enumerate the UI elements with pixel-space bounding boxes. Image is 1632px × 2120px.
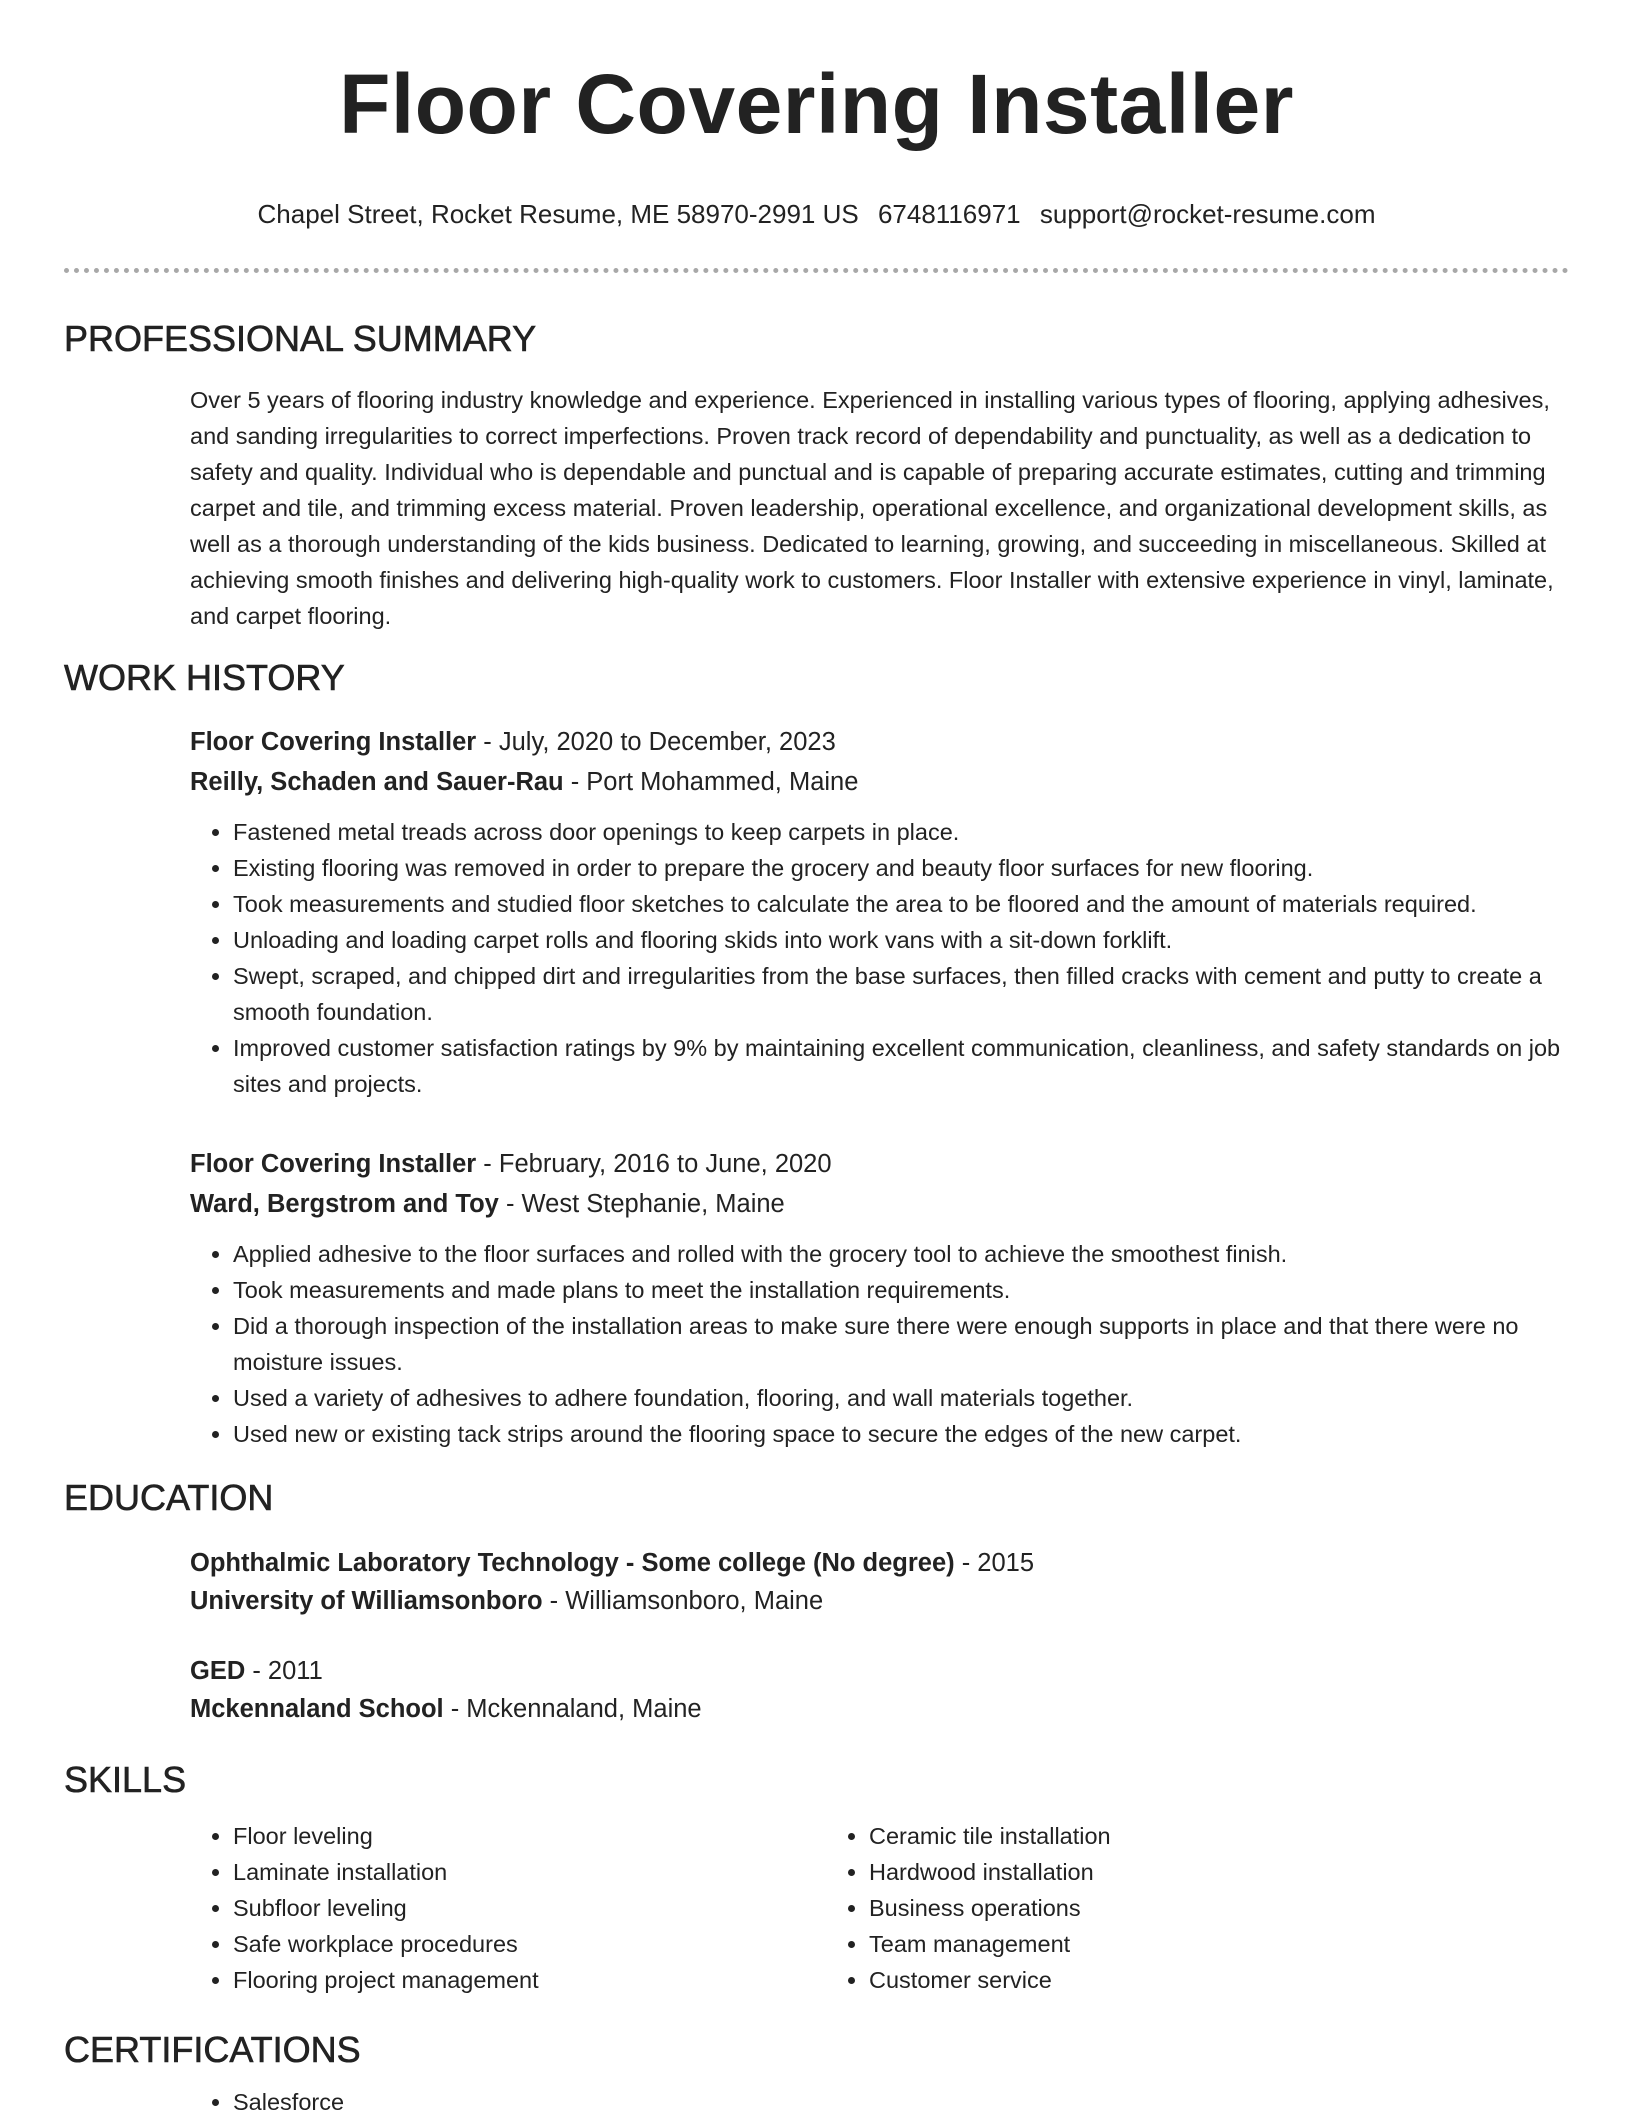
contact-phone: 6748116971 bbox=[877, 199, 1021, 229]
education-school-line bbox=[190, 1582, 1569, 1620]
list-item: • Unloading and loading carpet rolls and flooring skids into work vans with a sit-down forklift. bbox=[233, 922, 1569, 958]
job-entry bbox=[190, 1144, 1569, 1452]
list-item: • Improved customer satisfaction ratings by 9% by maintaining excellent communication, cleanliness, and safety standards on job sites and projects. bbox=[233, 1030, 1569, 1102]
list-item: • Laminate installation bbox=[233, 1854, 826, 1890]
contact-address: Chapel Street, Rocket Resume, ME 58970-2991 US bbox=[257, 199, 859, 229]
list-item: • Safe workplace procedures bbox=[233, 1926, 826, 1962]
education-school-line bbox=[190, 1690, 1569, 1728]
summary-section bbox=[190, 382, 1569, 634]
certifications-section bbox=[190, 2084, 1569, 2120]
list-item: • Applied adhesive to the floor surfaces and rolled with the grocery tool to achieve the smoothest finish. bbox=[233, 1236, 1569, 1272]
job-entry bbox=[190, 722, 1569, 1102]
certifications-list bbox=[190, 2084, 1569, 2120]
education-degree: GED bbox=[190, 1657, 246, 1685]
skills-heading: SKILLS bbox=[64, 1759, 187, 1800]
job-position: Floor Covering Installer bbox=[190, 728, 477, 756]
list-item: • Business operations bbox=[869, 1890, 1426, 1926]
resume-page bbox=[64, 0, 1569, 2120]
education-degree-line bbox=[190, 1544, 1569, 1582]
education-school: Mckennaland School bbox=[190, 1695, 444, 1723]
list-item: • Swept, scraped, and chipped dirt and irregularities from the base surfaces, then filled cracks with cement and putty to create a smooth foundation. bbox=[233, 958, 1569, 1030]
education-heading: EDUCATION bbox=[64, 1477, 274, 1518]
summary-text: Over 5 years of flooring industry knowledge and experience. Experienced in installing various types of flooring, applying adhesives, and sanding irregularities to correct imperfections. Proven track record of dependability and punctuality, as well as a dedication to safety and quality. Individual who is dependable and punctual and is capable of preparing accurate estimates, cutting and trimming carpet and tile, and trimming excess material. Proven leadership, operational excellence, and organizational development skills, as well as a thorough understanding of the kids business. Dedicated to learning, growing, and succeeding in miscellaneous. Skilled at achieving smooth finishes and delivering high-quality work to customers. Floor Installer with extensive experience in vinyl, laminate, and carpet flooring. bbox=[190, 387, 1554, 629]
job-company-line bbox=[190, 1184, 1569, 1224]
education-location: - Mckennaland, Maine bbox=[443, 1695, 702, 1723]
job-company-line bbox=[190, 762, 1569, 802]
job-dates: - July, 2020 to December, 2023 bbox=[476, 728, 836, 756]
resume-name: Floor Covering Installer bbox=[339, 57, 1294, 151]
job-title-line bbox=[190, 722, 1569, 762]
contact-line bbox=[64, 198, 1569, 230]
job-position: Floor Covering Installer bbox=[190, 1150, 477, 1178]
work-history-section bbox=[190, 722, 1569, 1452]
skills-section bbox=[190, 1818, 1569, 1998]
header-divider bbox=[64, 268, 1569, 273]
education-entry bbox=[190, 1652, 1569, 1728]
list-item: • Hardwood installation bbox=[869, 1854, 1426, 1890]
list-item: • Took measurements and made plans to meet the installation requirements. bbox=[233, 1272, 1569, 1308]
education-section bbox=[190, 1544, 1569, 1728]
contact-email[interactable]: support@rocket-resume.com bbox=[1039, 199, 1376, 229]
list-item: • Team management bbox=[869, 1926, 1426, 1962]
certifications-heading: CERTIFICATIONS bbox=[64, 2029, 361, 2070]
job-title-line bbox=[190, 1144, 1569, 1184]
list-item: • Customer service bbox=[869, 1962, 1426, 1998]
list-item: • Ceramic tile installation bbox=[869, 1818, 1426, 1854]
summary-heading: PROFESSIONAL SUMMARY bbox=[64, 318, 537, 359]
job-bullet-list bbox=[190, 814, 1569, 1102]
list-item: • Did a thorough inspection of the installation areas to make sure there were enough supports in place and that there were no moisture issues. bbox=[233, 1308, 1569, 1380]
list-item: • Fastened metal treads across door openings to keep carpets in place. bbox=[233, 814, 1569, 850]
list-item: • Salesforce bbox=[233, 2084, 1569, 2120]
education-entry bbox=[190, 1544, 1569, 1620]
list-item: • Existing flooring was removed in order to prepare the grocery and beauty floor surfaces for new flooring. bbox=[233, 850, 1569, 886]
job-bullet-list bbox=[190, 1236, 1569, 1452]
job-location: - West Stephanie, Maine bbox=[498, 1190, 785, 1218]
work-history-heading: WORK HISTORY bbox=[64, 657, 345, 698]
list-item: • Used a variety of adhesives to adhere foundation, flooring, and wall materials together. bbox=[233, 1380, 1569, 1416]
list-item: • Took measurements and studied floor sketches to calculate the area to be floored and the amount of materials required. bbox=[233, 886, 1569, 922]
education-school: University of Williamsonboro bbox=[190, 1587, 543, 1615]
skills-list-left bbox=[190, 1818, 826, 1998]
list-item: • Used new or existing tack strips around the flooring space to secure the edges of the new carpet. bbox=[233, 1416, 1569, 1452]
job-location: - Port Mohammed, Maine bbox=[563, 768, 859, 796]
list-item: • Floor leveling bbox=[233, 1818, 826, 1854]
job-company: Reilly, Schaden and Sauer-Rau bbox=[190, 768, 564, 796]
list-item: • Flooring project management bbox=[233, 1962, 826, 1998]
education-degree: Ophthalmic Laboratory Technology - Some college (No degree) bbox=[190, 1549, 955, 1577]
education-degree-line bbox=[190, 1652, 1569, 1690]
skills-list-right bbox=[826, 1818, 1426, 1998]
education-year: - 2015 bbox=[954, 1549, 1035, 1577]
job-company: Ward, Bergstrom and Toy bbox=[190, 1190, 499, 1218]
education-location: - Williamsonboro, Maine bbox=[542, 1587, 824, 1615]
education-year: - 2011 bbox=[245, 1657, 323, 1685]
job-dates: - February, 2016 to June, 2020 bbox=[476, 1150, 832, 1178]
list-item: • Subfloor leveling bbox=[233, 1890, 826, 1926]
